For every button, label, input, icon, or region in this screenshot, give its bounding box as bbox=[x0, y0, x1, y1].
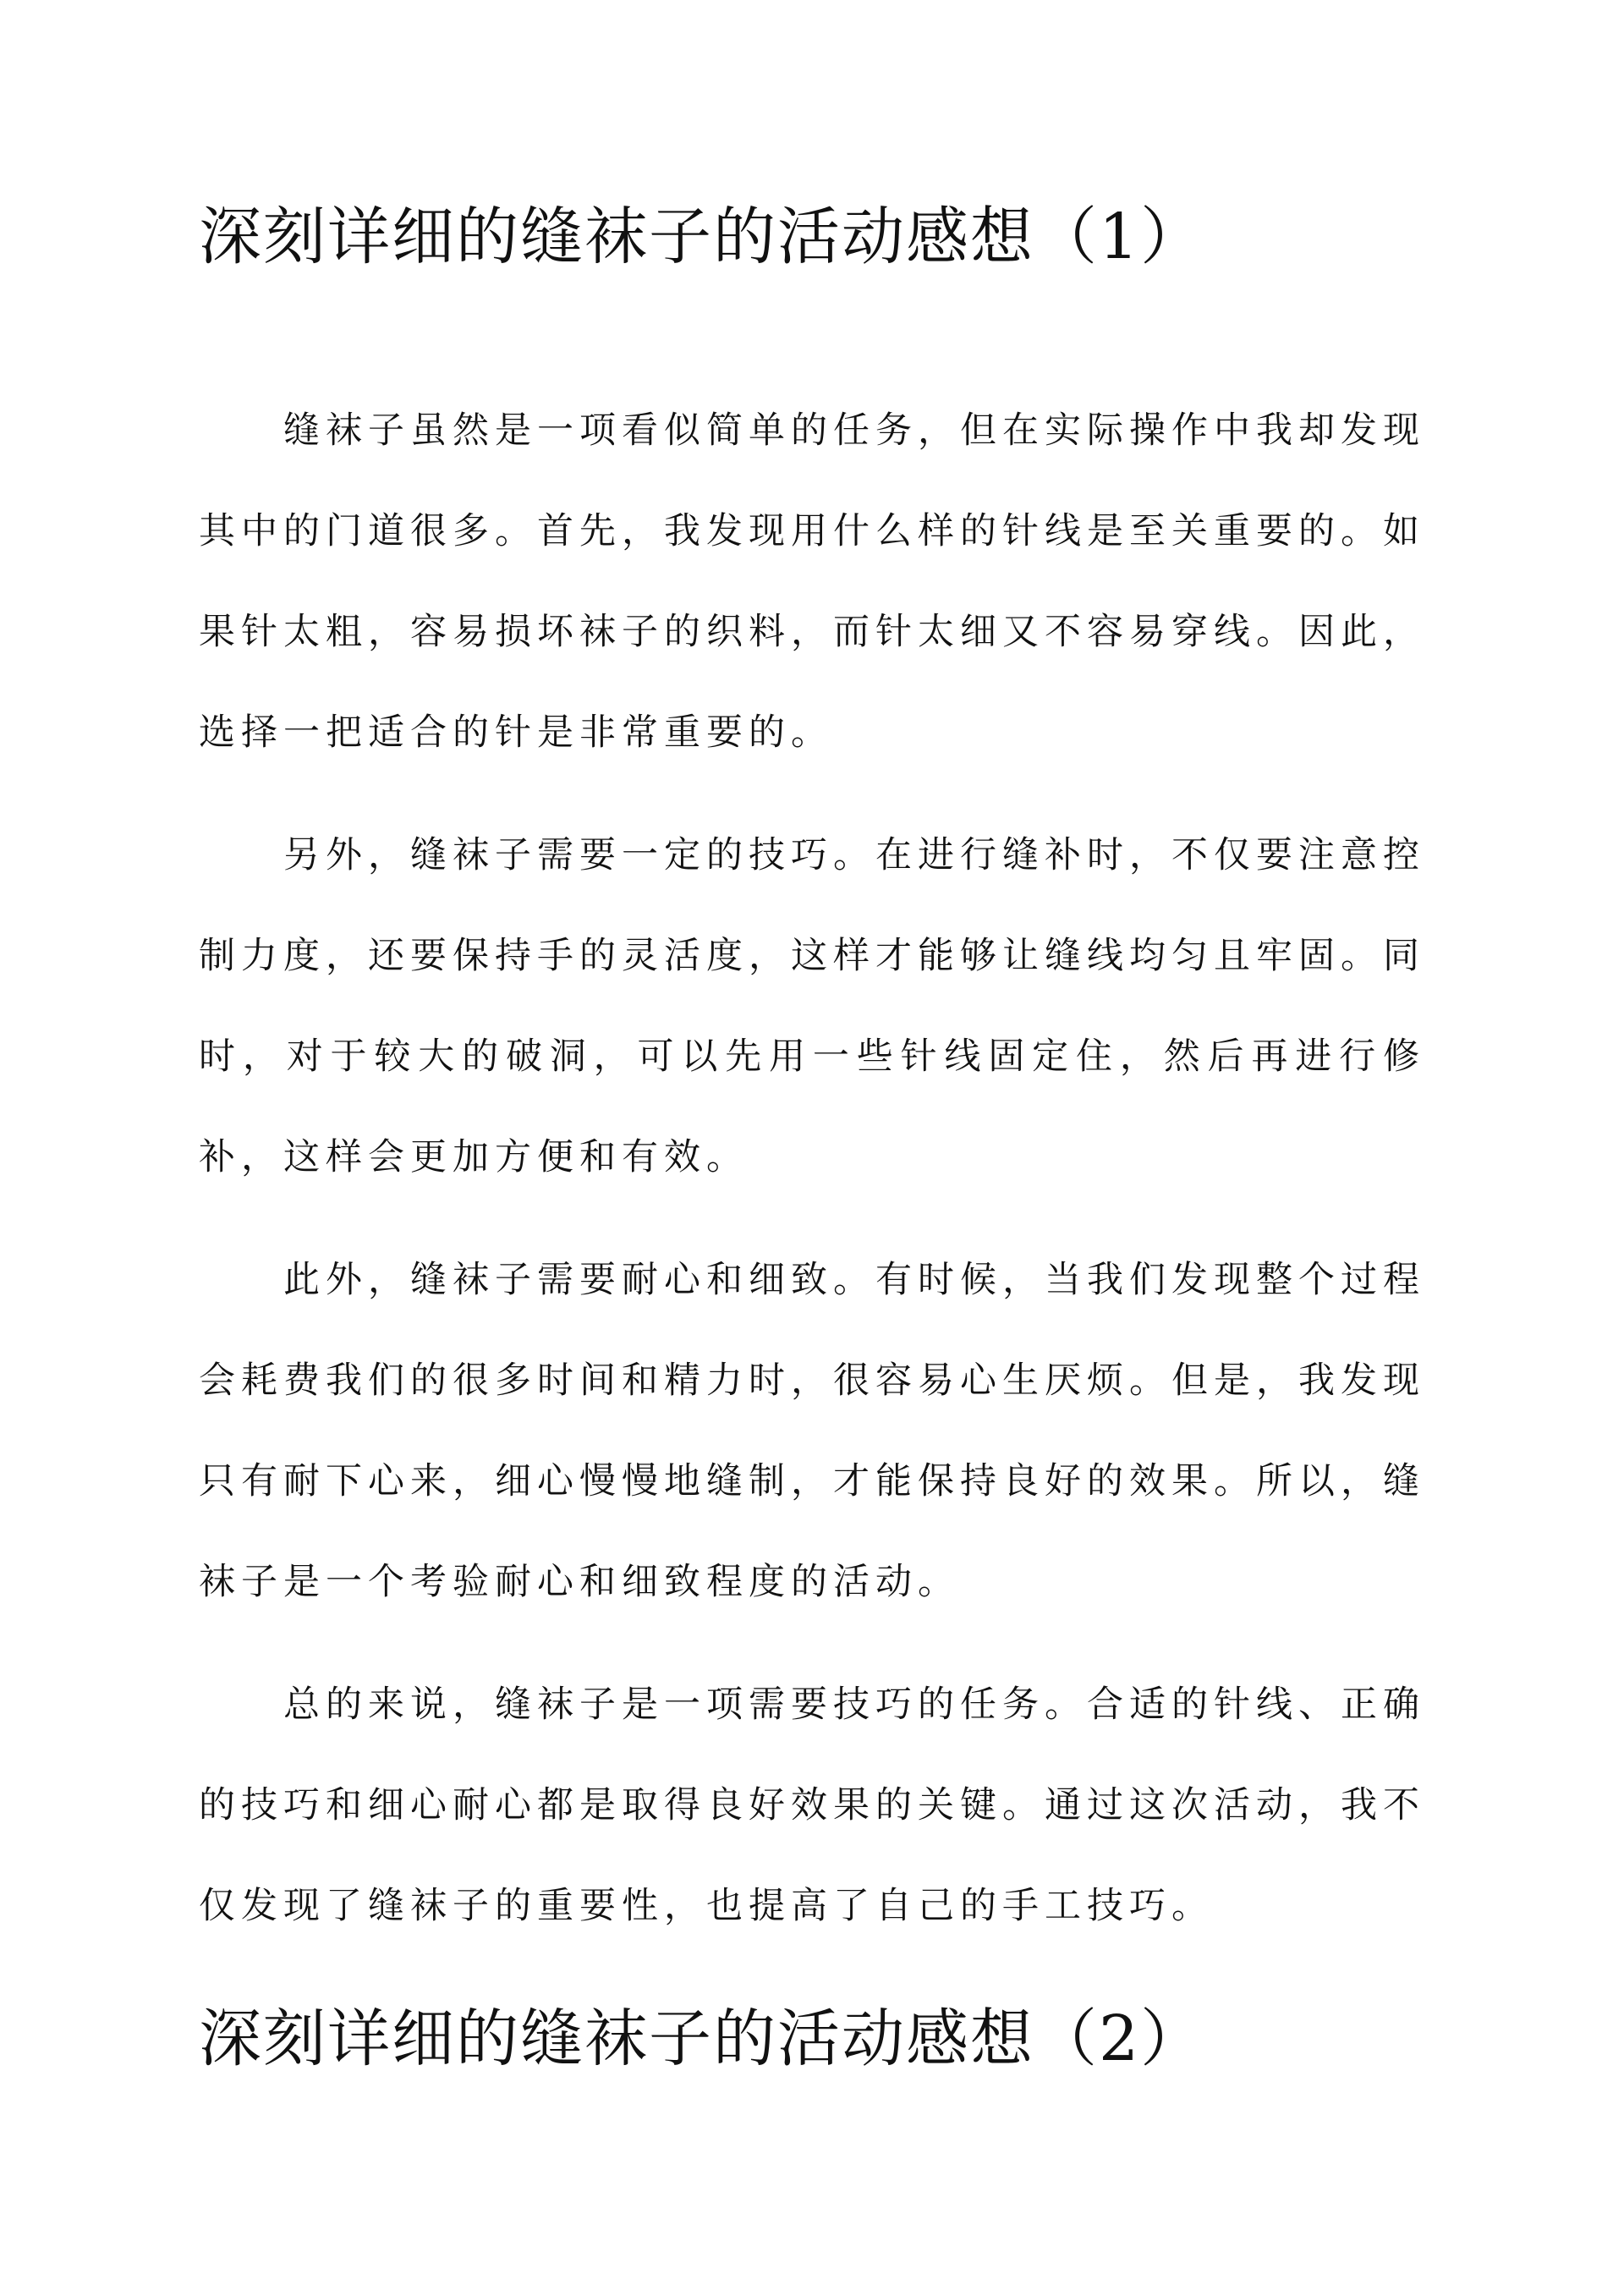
essay-section-2 bbox=[199, 1988, 1425, 2090]
paragraph: 此外，缝袜子需要耐心和细致。有时候，当我们发现整个过程会耗费我们的很多时间和精力时，很容易心生厌烦。但是，我发现只有耐下心来，细心慢慢地缝制，才能保持良好的效果。所以，缝袜子是一个考验耐心和细致程度的活动。 bbox=[199, 1259, 1425, 1603]
paragraph: 另外，缝袜子需要一定的技巧。在进行缝补时，不仅要注意控制力度，还要保持手的灵活度，这样才能够让缝线均匀且牢固。同时，对于较大的破洞，可以先用一些针线固定住，然后再进行修补，这样会更加方便和有效。 bbox=[199, 834, 1425, 1178]
paragraph: 总的来说，缝袜子是一项需要技巧的任务。合适的针线、正确的技巧和细心耐心都是取得良好效果的关键。通过这次活动，我不仅发现了缝袜子的重要性，也提高了自己的手工技巧。 bbox=[199, 1684, 1425, 1927]
essay-section-1 bbox=[199, 186, 1425, 1957]
section-heading: 深刻详细的缝袜子的活动感想（1） bbox=[199, 200, 1205, 273]
section-body bbox=[199, 381, 1425, 1957]
paragraph: 缝袜子虽然是一项看似简单的任务，但在实际操作中我却发现其中的门道很多。首先，我发现用什么样的针线是至关重要的。如果针太粗，容易损坏袜子的织料，而针太细又不容易穿线。因此，选择一把适合的针是非常重要的。 bbox=[199, 409, 1425, 754]
section-heading: 深刻详细的缝袜子的活动感想（2） bbox=[199, 2002, 1205, 2075]
